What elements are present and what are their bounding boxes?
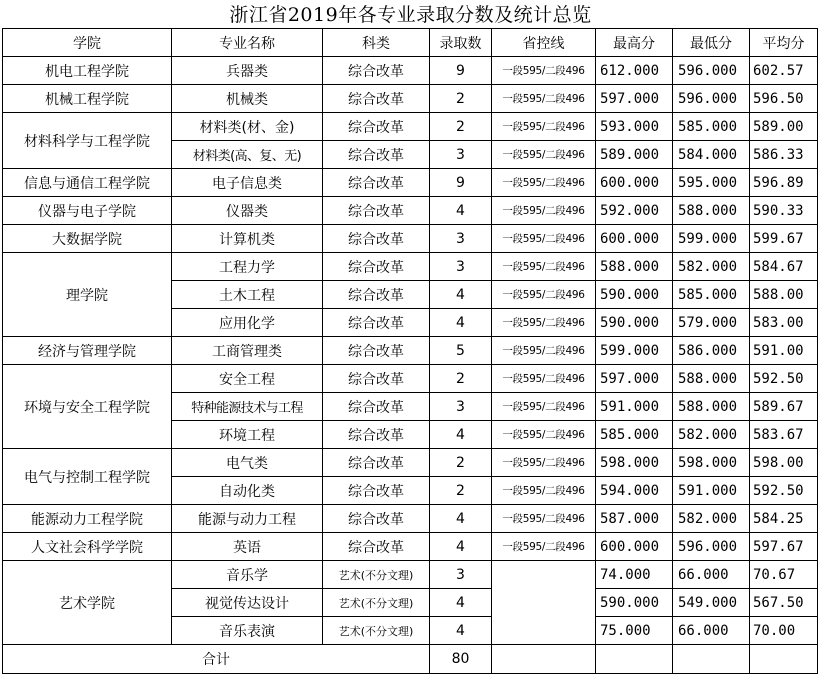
admitted-cell: 4 (430, 197, 492, 225)
avg-score-cell: 586.33 (750, 141, 818, 169)
total-empty-cell (596, 645, 673, 674)
min-score-cell: 598.000 (673, 449, 750, 477)
admitted-cell: 4 (430, 281, 492, 309)
page-title: 浙江省2019年各专业录取分数及统计总览 (229, 4, 592, 26)
admitted-cell: 5 (430, 337, 492, 365)
admitted-cell: 3 (430, 141, 492, 169)
min-score-cell: 66.000 (673, 617, 750, 645)
max-score-cell: 600.000 (596, 533, 673, 561)
avg-score-cell: 70.00 (750, 617, 818, 645)
control-line-cell: 一段595/二段496 (492, 505, 596, 533)
category-cell: 综合改革 (323, 141, 430, 169)
control-line-cell: 一段595/二段496 (492, 449, 596, 477)
total-empty-cell (750, 645, 818, 674)
college-cell: 人文社会科学学院 (3, 533, 172, 561)
total-row (3, 645, 818, 674)
max-score-cell: 600.000 (596, 225, 673, 253)
control-line-cell: 一段595/二段496 (492, 141, 596, 169)
max-score-cell: 594.000 (596, 477, 673, 505)
table-row (3, 197, 818, 225)
table-row (3, 169, 818, 197)
admitted-cell: 2 (430, 365, 492, 393)
min-score-cell: 596.000 (673, 533, 750, 561)
college-cell: 理学院 (3, 253, 172, 337)
avg-score-cell: 598.00 (750, 449, 818, 477)
control-line-cell: 一段595/二段496 (492, 57, 596, 85)
min-score-cell: 595.000 (673, 169, 750, 197)
admitted-cell: 4 (430, 505, 492, 533)
college-cell: 艺术学院 (3, 561, 172, 645)
table-row (3, 561, 818, 589)
category-cell: 综合改革 (323, 113, 430, 141)
max-score-cell: 590.000 (596, 589, 673, 617)
max-score-cell: 612.000 (596, 57, 673, 85)
header-control-line: 省控线 (492, 29, 596, 57)
avg-score-cell: 588.00 (750, 281, 818, 309)
table-row (3, 225, 818, 253)
min-score-cell: 582.000 (673, 421, 750, 449)
max-score-cell: 598.000 (596, 449, 673, 477)
college-cell: 机电工程学院 (3, 57, 172, 85)
college-cell: 信息与通信工程学院 (3, 169, 172, 197)
max-score-cell: 599.000 (596, 337, 673, 365)
major-cell: 音乐表演 (172, 617, 323, 645)
major-cell: 计算机类 (172, 225, 323, 253)
college-cell: 机械工程学院 (3, 85, 172, 113)
control-line-cell: 一段595/二段496 (492, 113, 596, 141)
table-row (3, 253, 818, 281)
major-cell: 英语 (172, 533, 323, 561)
max-score-cell: 585.000 (596, 421, 673, 449)
admitted-cell: 2 (430, 449, 492, 477)
category-cell: 综合改革 (323, 169, 430, 197)
min-score-cell: 549.000 (673, 589, 750, 617)
max-score-cell: 590.000 (596, 309, 673, 337)
admitted-cell: 4 (430, 533, 492, 561)
category-cell: 综合改革 (323, 337, 430, 365)
major-cell: 能源与动力工程 (172, 505, 323, 533)
college-cell: 经济与管理学院 (3, 337, 172, 365)
max-score-cell: 590.000 (596, 281, 673, 309)
avg-score-cell: 589.00 (750, 113, 818, 141)
table-row (3, 449, 818, 477)
major-cell: 自动化类 (172, 477, 323, 505)
category-cell: 综合改革 (323, 449, 430, 477)
admitted-cell: 4 (430, 589, 492, 617)
min-score-cell: 588.000 (673, 393, 750, 421)
control-line-cell: 一段595/二段496 (492, 281, 596, 309)
admitted-cell: 3 (430, 253, 492, 281)
min-score-cell: 585.000 (673, 113, 750, 141)
category-cell: 综合改革 (323, 281, 430, 309)
avg-score-cell: 602.57 (750, 57, 818, 85)
avg-score-cell: 597.67 (750, 533, 818, 561)
min-score-cell: 596.000 (673, 57, 750, 85)
major-cell: 视觉传达设计 (172, 589, 323, 617)
major-cell: 工商管理类 (172, 337, 323, 365)
max-score-cell: 597.000 (596, 365, 673, 393)
avg-score-cell: 592.50 (750, 477, 818, 505)
max-score-cell: 597.000 (596, 85, 673, 113)
avg-score-cell: 567.50 (750, 589, 818, 617)
total-label: 合计 (3, 645, 430, 674)
total-admitted: 80 (430, 645, 492, 674)
total-empty-cell (492, 645, 596, 674)
major-cell: 仪器类 (172, 197, 323, 225)
control-line-cell: 一段595/二段496 (492, 421, 596, 449)
admission-score-table (2, 28, 818, 674)
control-line-cell: 一段595/二段496 (492, 85, 596, 113)
major-cell: 兵器类 (172, 57, 323, 85)
major-cell: 工程力学 (172, 253, 323, 281)
max-score-cell: 591.000 (596, 393, 673, 421)
avg-score-cell: 591.00 (750, 337, 818, 365)
max-score-cell: 589.000 (596, 141, 673, 169)
category-cell: 艺术(不分文理) (323, 617, 430, 645)
header-max-score: 最高分 (596, 29, 673, 57)
category-cell: 综合改革 (323, 421, 430, 449)
college-cell: 大数据学院 (3, 225, 172, 253)
major-cell: 电气类 (172, 449, 323, 477)
max-score-cell: 588.000 (596, 253, 673, 281)
control-line-cell: 一段595/二段496 (492, 253, 596, 281)
admitted-cell: 4 (430, 421, 492, 449)
control-line-cell: 一段595/二段496 (492, 365, 596, 393)
college-cell: 电气与控制工程学院 (3, 449, 172, 505)
category-cell: 综合改革 (323, 533, 430, 561)
control-line-cell: 一段595/二段496 (492, 477, 596, 505)
max-score-cell: 592.000 (596, 197, 673, 225)
min-score-cell: 591.000 (673, 477, 750, 505)
min-score-cell: 599.000 (673, 225, 750, 253)
control-line-cell: 一段595/二段496 (492, 225, 596, 253)
header-college: 学院 (3, 29, 172, 57)
major-cell: 安全工程 (172, 365, 323, 393)
avg-score-cell: 589.67 (750, 393, 818, 421)
min-score-cell: 582.000 (673, 253, 750, 281)
category-cell: 综合改革 (323, 505, 430, 533)
header-min-score: 最低分 (673, 29, 750, 57)
table-row (3, 113, 818, 141)
category-cell: 艺术(不分文理) (323, 561, 430, 589)
admitted-cell: 4 (430, 617, 492, 645)
control-line-cell: 一段595/二段496 (492, 393, 596, 421)
control-line-cell (492, 561, 596, 645)
major-cell: 音乐学 (172, 561, 323, 589)
total-empty-cell (673, 645, 750, 674)
table-row (3, 337, 818, 365)
control-line-cell: 一段595/二段496 (492, 169, 596, 197)
major-cell: 环境工程 (172, 421, 323, 449)
avg-score-cell: 583.00 (750, 309, 818, 337)
major-cell: 材料类(高、复、无) (172, 141, 323, 169)
header-admitted: 录取数 (430, 29, 492, 57)
admitted-cell: 2 (430, 85, 492, 113)
table-row (3, 533, 818, 561)
min-score-cell: 584.000 (673, 141, 750, 169)
avg-score-cell: 590.33 (750, 197, 818, 225)
max-score-cell: 593.000 (596, 113, 673, 141)
header-row (3, 29, 818, 57)
header-major: 专业名称 (172, 29, 323, 57)
major-cell: 土木工程 (172, 281, 323, 309)
table-row (3, 57, 818, 85)
college-cell: 仪器与电子学院 (3, 197, 172, 225)
major-cell: 特种能源技术与工程 (172, 393, 323, 421)
min-score-cell: 586.000 (673, 337, 750, 365)
category-cell: 综合改革 (323, 85, 430, 113)
table-row (3, 85, 818, 113)
avg-score-cell: 592.50 (750, 365, 818, 393)
min-score-cell: 582.000 (673, 505, 750, 533)
max-score-cell: 74.000 (596, 561, 673, 589)
min-score-cell: 579.000 (673, 309, 750, 337)
avg-score-cell: 599.67 (750, 225, 818, 253)
avg-score-cell: 583.67 (750, 421, 818, 449)
avg-score-cell: 596.89 (750, 169, 818, 197)
avg-score-cell: 584.25 (750, 505, 818, 533)
admitted-cell: 3 (430, 561, 492, 589)
admitted-cell: 3 (430, 225, 492, 253)
avg-score-cell: 70.67 (750, 561, 818, 589)
admitted-cell: 3 (430, 393, 492, 421)
major-cell: 应用化学 (172, 309, 323, 337)
category-cell: 综合改革 (323, 57, 430, 85)
college-cell: 环境与安全工程学院 (3, 365, 172, 449)
category-cell: 综合改革 (323, 197, 430, 225)
avg-score-cell: 584.67 (750, 253, 818, 281)
control-line-cell: 一段595/二段496 (492, 337, 596, 365)
category-cell: 综合改革 (323, 393, 430, 421)
avg-score-cell: 596.50 (750, 85, 818, 113)
college-cell: 材料科学与工程学院 (3, 113, 172, 169)
major-cell: 材料类(材、金) (172, 113, 323, 141)
major-cell: 机械类 (172, 85, 323, 113)
min-score-cell: 585.000 (673, 281, 750, 309)
header-category: 科类 (323, 29, 430, 57)
major-cell: 电子信息类 (172, 169, 323, 197)
min-score-cell: 588.000 (673, 365, 750, 393)
min-score-cell: 588.000 (673, 197, 750, 225)
category-cell: 综合改革 (323, 225, 430, 253)
admitted-cell: 9 (430, 169, 492, 197)
min-score-cell: 66.000 (673, 561, 750, 589)
admitted-cell: 2 (430, 113, 492, 141)
table-row (3, 365, 818, 393)
max-score-cell: 587.000 (596, 505, 673, 533)
category-cell: 综合改革 (323, 365, 430, 393)
category-cell: 综合改革 (323, 253, 430, 281)
college-cell: 能源动力工程学院 (3, 505, 172, 533)
category-cell: 综合改革 (323, 309, 430, 337)
admitted-cell: 9 (430, 57, 492, 85)
control-line-cell: 一段595/二段496 (492, 309, 596, 337)
admitted-cell: 2 (430, 477, 492, 505)
max-score-cell: 600.000 (596, 169, 673, 197)
control-line-cell: 一段595/二段496 (492, 197, 596, 225)
max-score-cell: 75.000 (596, 617, 673, 645)
category-cell: 综合改革 (323, 477, 430, 505)
category-cell: 艺术(不分文理) (323, 589, 430, 617)
control-line-cell: 一段595/二段496 (492, 533, 596, 561)
header-avg-score: 平均分 (750, 29, 818, 57)
admitted-cell: 4 (430, 309, 492, 337)
table-row (3, 505, 818, 533)
min-score-cell: 596.000 (673, 85, 750, 113)
